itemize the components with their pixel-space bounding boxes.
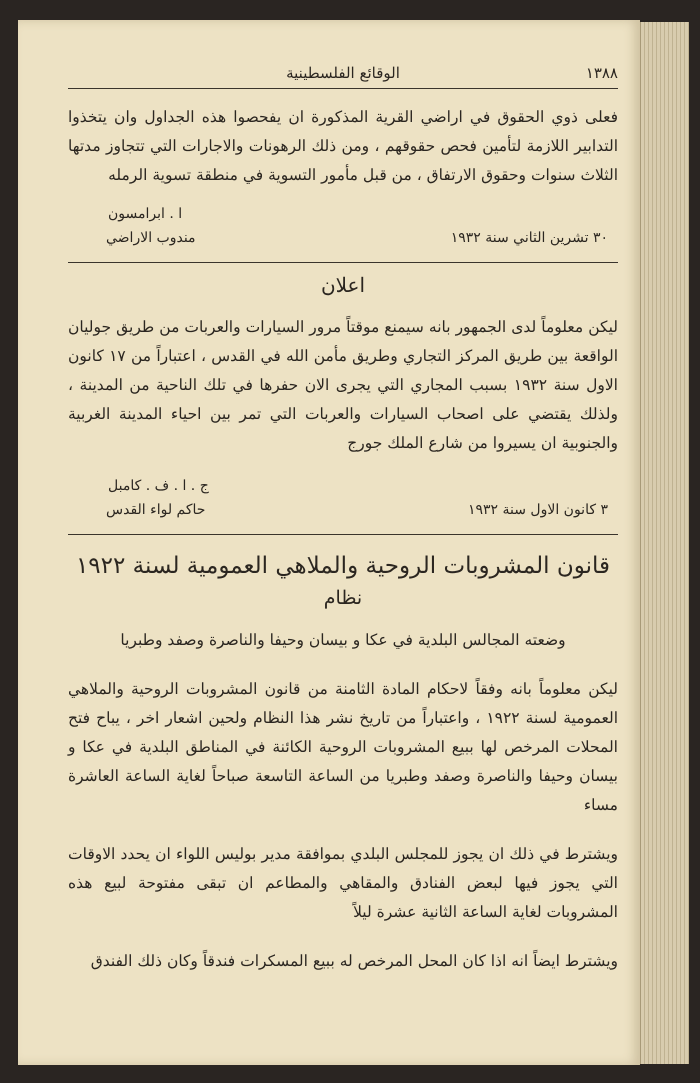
law-title: قانون المشروبات الروحية والملاهي العمومية لسنة ١٩٢٢	[75, 553, 611, 579]
notice2-signatory-name: ج . ا . ف . كامبل	[108, 478, 209, 494]
notice2-signature	[68, 472, 618, 524]
notice1-signatory-name: ا . ابرامسون	[108, 206, 183, 222]
notice1-paragraph: فعلى ذوي الحقوق في اراضي القرية المذكورة ان يفحصوا هذه الجداول وان يتخذوا التدابير اللازمة لتأمين فحص حقوقهم ، ومن ذلك الرهونات والاجارات التي تتجاوز مدتها الثلاث سنوات وحقوق الارتفاق ، من قبل مأمور التسوية في منطقة تسوية الرمله	[68, 108, 618, 184]
notice2-paragraph: ليكن معلوماً لدى الجمهور بانه سيمنع موقتاً مرور السيارات والعربات من طريق جوليان الواقعة بين طريق المركز التجاري وطريق مأمن الله في القدس ، اعتباراً من ١٧ كانون الاول سنة ١٩٣٢ بسبب المجاري التي يجرى الان حفرها في تلك الناحية من المدينة ، ولذلك يقتضي على اصحاب السيارات والعربات التي تمر بين احياء المدينة الغربية والجنوبية ان يسيروا من شارع الملك جورج	[68, 318, 619, 452]
page-edges	[640, 22, 689, 1064]
law-byline: وضعته المجالس البلدية في عكا و بيسان وحيفا والناصرة وصفد وطبريا	[120, 631, 566, 649]
notice1-signatory-role: مندوب الاراضي	[106, 230, 196, 246]
law-paragraph-3: ويشترط ايضاً انه اذا كان المحل المرخص له ببيع المسكرات فندقاً وكان ذلك الفندق	[90, 952, 618, 970]
page-content	[68, 62, 618, 1052]
section-divider	[68, 534, 618, 535]
gazette-title: الوقائع الفلسطينية	[286, 64, 400, 82]
page-number: ١٣٨٨	[585, 64, 618, 82]
law-subtitle: نظام	[323, 587, 363, 609]
gazette-page	[18, 20, 640, 1065]
section-divider	[68, 262, 618, 263]
notice1-date: ٣٠ تشرين الثاني سنة ١٩٣٢	[450, 230, 608, 246]
page-header	[68, 62, 618, 89]
notice2-heading: اعلان	[320, 273, 366, 297]
law-paragraph-2: ويشترط في ذلك ان يجوز للمجلس البلدي بموافقة مدير بوليس اللواء ان يحدد الاوقات التي يجوز فيها لبعض الفنادق والمقاهي والمطاعم ان تبقى مفتوحة لبيع هذه المشروبات لغاية الساعة الثانية عشرة ليلاً	[68, 845, 618, 921]
notice2-signatory-role: حاكم لواء القدس	[106, 502, 206, 518]
law-paragraph-1: ليكن معلوماً بانه وفقاً لاحكام المادة الثامنة من قانون المشروبات الروحية والملاهي العمومية لسنة ١٩٢٢ ، واعتباراً من تاريخ نشر هذا النظام ولحين اشعار اخر ، يباح فتح المحلات المرخص لها ببيع المشروبات الروحية الكائنة في المناطق البلدية في عكا و بيسان وحيفا والناصرة وصفد وطبريا من الساعة التاسعة صباحاً لغاية الساعة العاشرة مساء	[68, 680, 618, 814]
notice1-signature	[68, 200, 618, 252]
notice2-date: ٣ كانون الاول سنة ١٩٣٢	[467, 502, 608, 518]
